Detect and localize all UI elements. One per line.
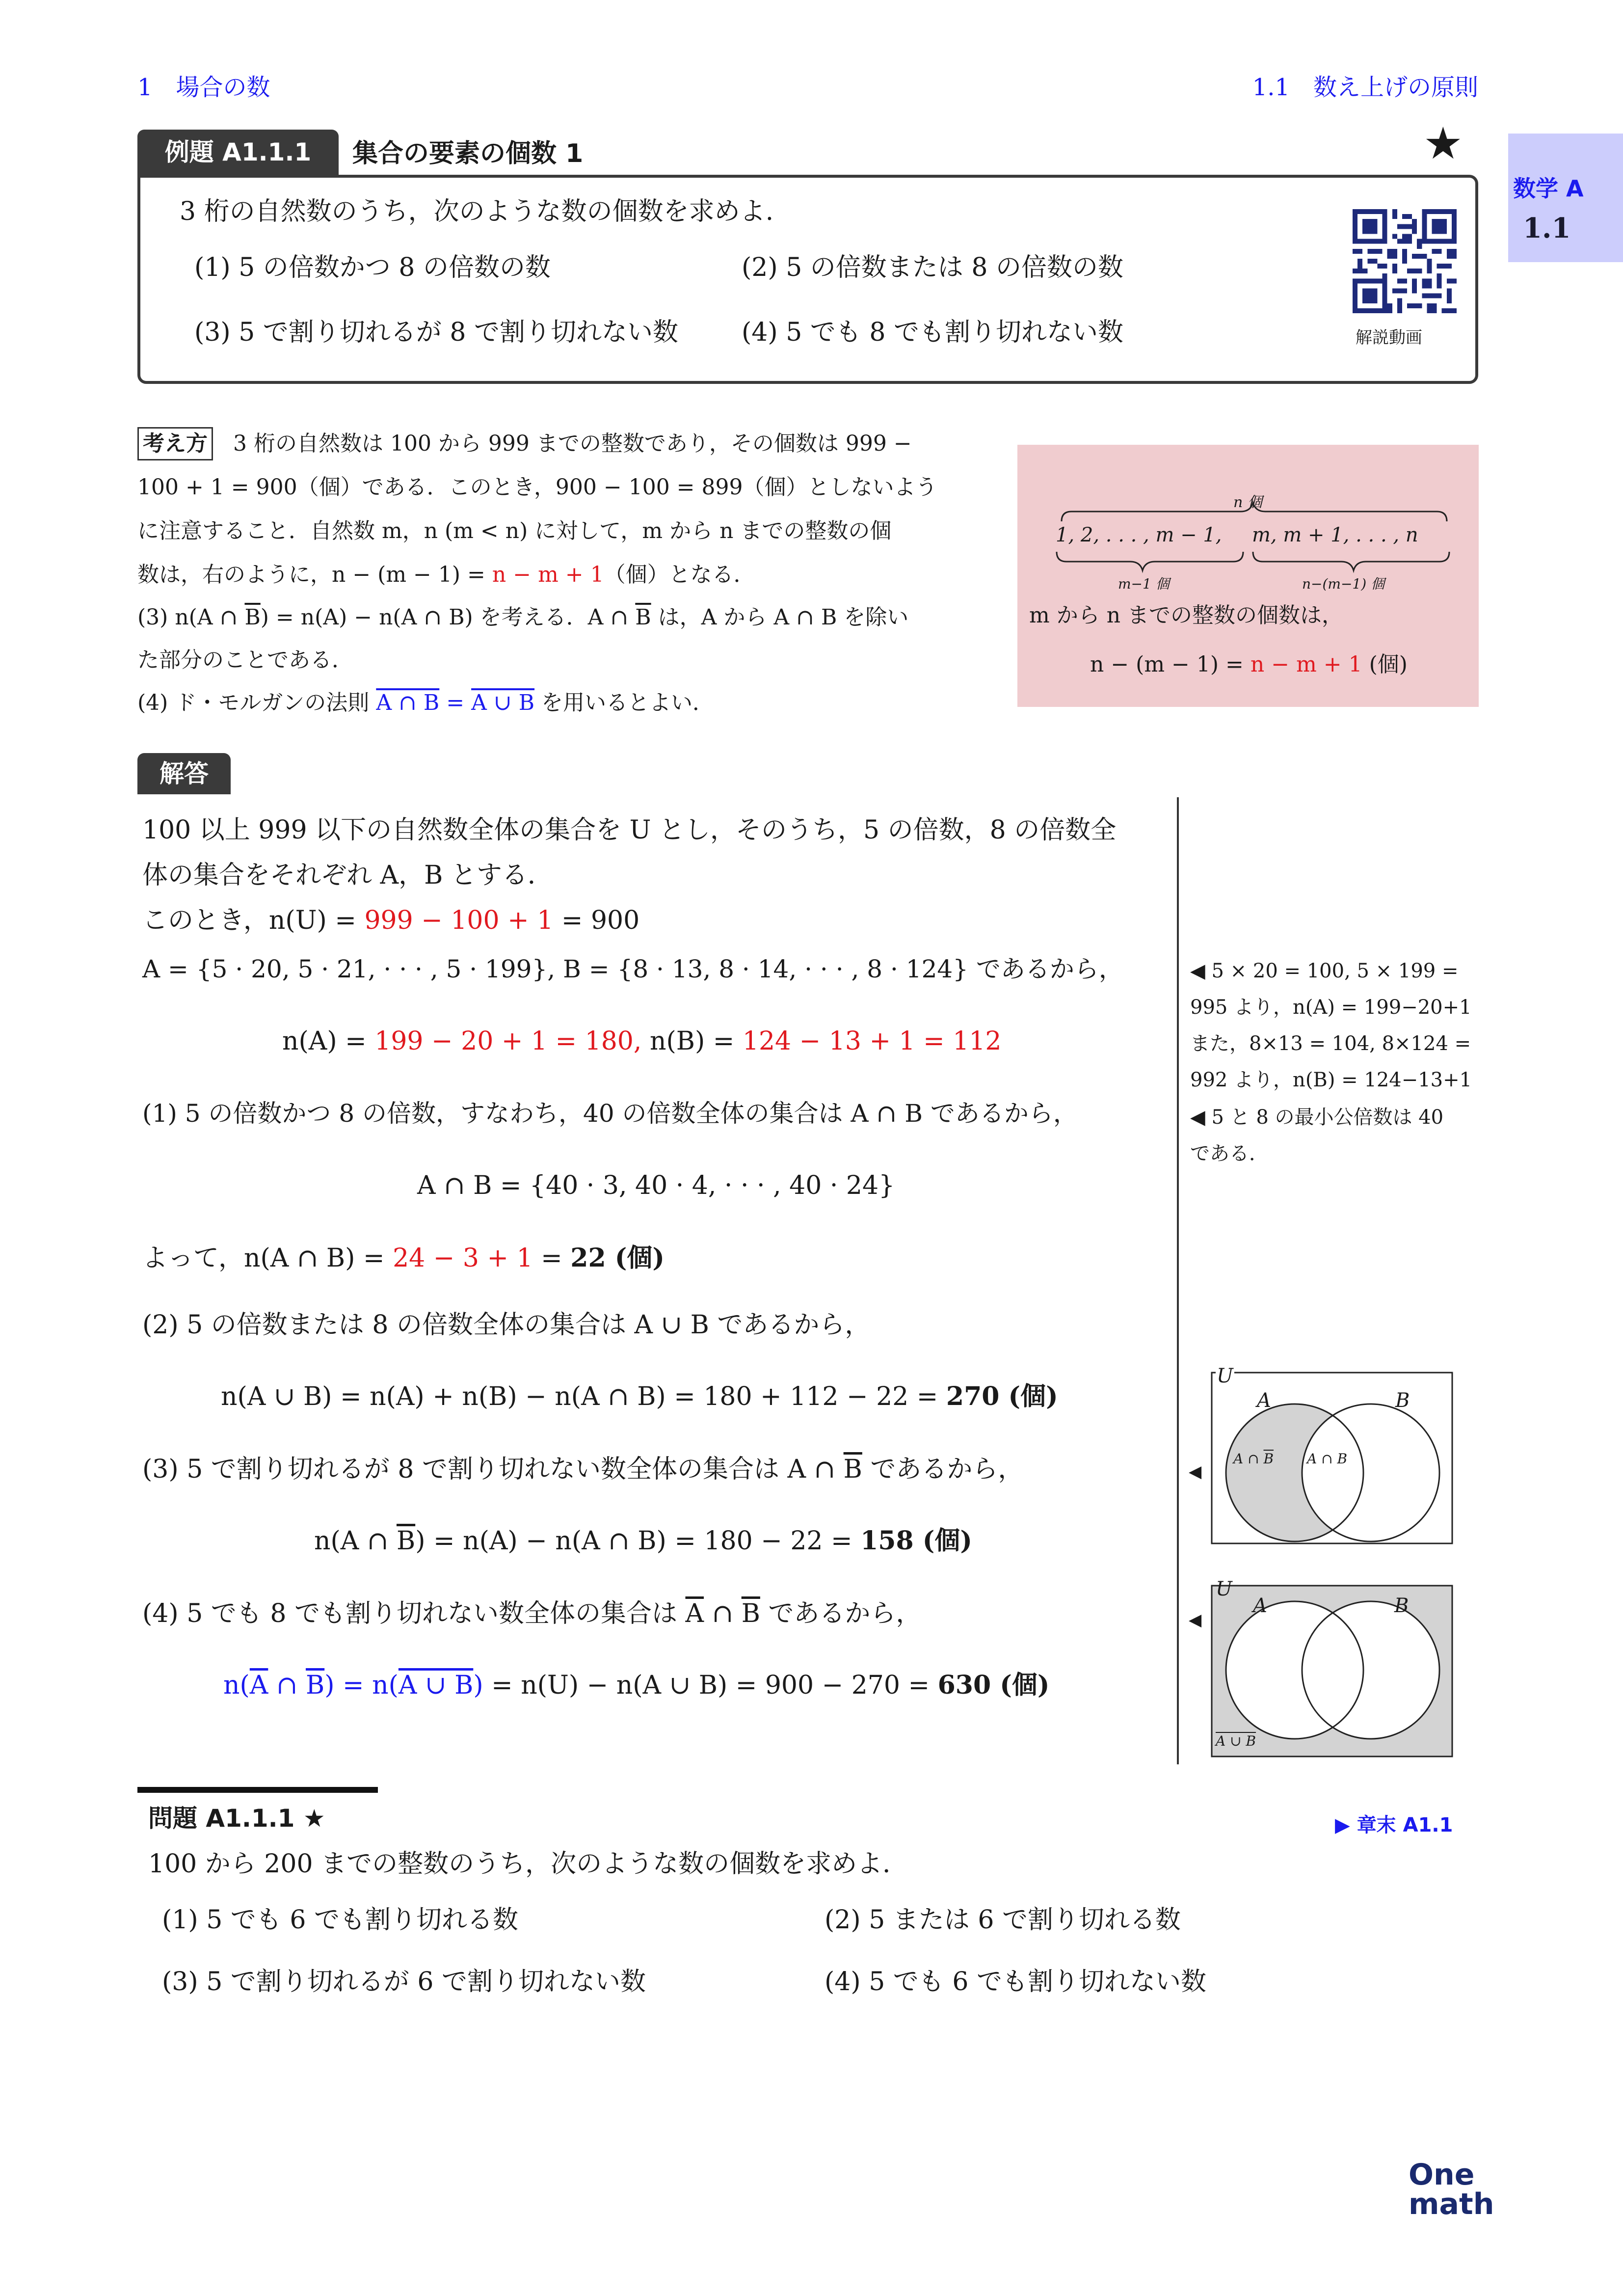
problem-rule: [137, 1787, 378, 1793]
problem-question: 100 から 200 までの整数のうち，次のような数の個数を求めよ．: [148, 1849, 908, 1879]
approach-line-6: た部分のことである．: [137, 648, 353, 673]
under-label-1: m−1 個: [1118, 576, 1170, 592]
side-tab-number: 1.1: [1523, 212, 1571, 244]
approach-line-1: 3 桁の自然数は 100 から 999 までの整数であり，その個数は 999 −: [233, 431, 912, 456]
approach-label: 考え方: [137, 427, 213, 460]
problem-label: 問題 A1.1.1 ★: [148, 1804, 325, 1833]
answer-q3: (3) 5 で割り切れるが 8 で割り切れない数全体の集合は A ∩ $\overline{B}$ であるから，: [142, 1455, 1024, 1484]
qr-code-icon[interactable]: [1353, 209, 1457, 313]
answer-divider: [1177, 797, 1179, 1764]
onemath-logo-line2: math: [1409, 2187, 1494, 2221]
answer-p1: 100 以上 999 以下の自然数全体の集合を U とし，そのうち，5 の倍数，8 の倍数全: [142, 815, 1117, 845]
answer-q4-formula: $n(\overline{A}$ ∩ $\overline{B}) = n(A$ ∪ B) = n(U) − n(A ∪ B) = 900 − 270 = 630 (個): [223, 1670, 1050, 1700]
answer-p3: このとき，n(U) = 999 − 100 + 1 = 900: [142, 906, 640, 935]
margin-note-4: 992 より，n(B) = 124−13+1: [1190, 1069, 1472, 1091]
onemath-logo-line1: One: [1409, 2158, 1475, 2192]
answer-p4: A = {5 · 20, 5 · 21, · · · , 5 · 199}, B = {8 · 13, 8 · 14, · · · , 8 · 124} であるから，: [142, 955, 1123, 983]
answer-p5: n(A) = 199 − 20 + 1 = 180, n(B) = 124 − 13 + 1 = 112: [282, 1026, 1002, 1056]
approach-line-2: 100 + 1 = 900（個）である．このとき，900 − 100 = 899（個）としないよう: [137, 475, 937, 500]
integer-count-box: [1017, 445, 1479, 707]
answer-q4: (4) 5 でも 8 でも割り切れない数全体の集合は $\overline{A}$ ∩ $\overline{B}$ であるから，: [142, 1599, 922, 1628]
example-question: 3 桁の自然数のうち，次のような数の個数を求めよ.: [180, 197, 774, 226]
answer-q3-formula: n(A ∩ $\overline{B}) = n(A) - n(A$ ∩ B) = 180 − 22 = 158 (個): [314, 1526, 972, 1556]
chapter-end-link[interactable]: ▶ 章末 A1.1: [1335, 1814, 1453, 1837]
n-count-label: n 個: [1233, 494, 1262, 511]
answer-q1-result: よって，n(A ∩ B) = 24 − 3 + 1 = 22 (個): [142, 1243, 665, 1273]
under-label-2: n−(m−1) 個: [1302, 576, 1385, 592]
venn1-a-not-b-label: A ∩ $\overline{B}$: [1233, 1451, 1274, 1467]
example-item-4: (4) 5 でも 8 でも割り切れない数: [742, 318, 1123, 347]
venn2-complement-label: A ∪ B: [1216, 1733, 1256, 1749]
venn2-a-label: A: [1253, 1594, 1267, 1617]
problem-item-2: (2) 5 または 6 で割り切れる数: [825, 1905, 1181, 1935]
section-header: 1.1 数え上げの原則: [1252, 74, 1478, 101]
qr-caption: 解説動画: [1356, 328, 1422, 348]
example-item-3: (3) 5 で割り切れるが 8 で割り切れない数: [194, 318, 678, 347]
problem-item-3: (3) 5 で割り切れるが 6 で割り切れない数: [162, 1967, 646, 1997]
problem-item-4: (4) 5 でも 6 でも割り切れない数: [825, 1967, 1206, 1997]
answer-q2-formula: n(A ∪ B) = n(A) + n(B) − n(A ∩ B) = 180 + 112 − 22 = 270 (個): [221, 1381, 1058, 1411]
answer-q2: (2) 5 の倍数または 8 の倍数全体の集合は A ∪ B であるから，: [142, 1310, 871, 1340]
approach-line-5: (3) n(A ∩ $\overline{B}) = n(A) - n(A$ ∩ B) を考える．A ∩ $\overline{B}$ は，A から A ∩ B を除い: [137, 605, 909, 630]
venn-diagram-a-not-b: [1209, 1365, 1454, 1546]
sequence-first: 1, 2, . . . , m − 1,: [1056, 524, 1222, 546]
example-label: 例題 A1.1.1: [137, 130, 339, 175]
sequence-second: m, m + 1, . . . , n: [1252, 524, 1418, 546]
margin-arrow-2-icon: ◀: [1189, 1610, 1202, 1630]
side-tab-subject: 数学 A: [1513, 175, 1584, 202]
margin-note-6: である．: [1190, 1142, 1269, 1165]
venn1-a-label: A: [1257, 1389, 1271, 1412]
venn2-universe-label: U: [1216, 1578, 1232, 1600]
approach-line-7: (4) ド・モルガンの法則 A ∩ B = A ∪ B を用いるとよい．: [137, 690, 715, 715]
box-description: m から n までの整数の個数は，: [1029, 603, 1344, 628]
example-box: [137, 175, 1478, 384]
chapter-header: 1 場合の数: [137, 74, 270, 101]
box-formula: n − (m − 1) = n − m + 1 (個): [1090, 652, 1408, 677]
margin-note-2: 995 より，n(A) = 199−20+1: [1190, 996, 1472, 1019]
example-title: 集合の要素の個数 1: [352, 139, 584, 168]
venn-diagram-complement: [1209, 1578, 1454, 1759]
difficulty-star-icon: ★: [1423, 118, 1463, 169]
example-item-1: (1) 5 の倍数かつ 8 の倍数の数: [194, 253, 551, 282]
answer-label: 解答: [137, 753, 231, 794]
margin-note-5: ◀ 5 と 8 の最小公倍数は 40: [1190, 1106, 1444, 1129]
answer-q1: (1) 5 の倍数かつ 8 の倍数，すなわち，40 の倍数全体の集合は A ∩ B であるから，: [142, 1099, 1078, 1128]
approach-line-4: 数は，右のように，n − (m − 1) = n − m + 1（個）となる．: [137, 562, 755, 587]
venn1-b-label: B: [1395, 1389, 1410, 1412]
venn2-b-label: B: [1394, 1594, 1409, 1617]
answer-p2: 体の集合をそれぞれ A，B とする．: [142, 861, 553, 890]
example-item-2: (2) 5 の倍数または 8 の倍数の数: [742, 253, 1123, 282]
venn1-universe-label: U: [1217, 1365, 1233, 1387]
venn1-a-and-b-label: A ∩ B: [1307, 1451, 1348, 1467]
approach-line-3: に注意すること．自然数 m，n (m < n) に対して，m から n までの整数の個: [137, 518, 892, 543]
margin-note-1: ◀ 5 × 20 = 100, 5 × 199 =: [1190, 960, 1459, 982]
side-tab: [1508, 134, 1623, 262]
margin-arrow-1-icon: ◀: [1189, 1462, 1202, 1482]
margin-note-3: また，8×13 = 104, 8×124 =: [1190, 1032, 1471, 1055]
answer-q1-formula: A ∩ B = {40 · 3, 40 · 4, · · · , 40 · 24}: [417, 1171, 895, 1200]
problem-item-1: (1) 5 でも 6 でも割り切れる数: [162, 1905, 518, 1935]
